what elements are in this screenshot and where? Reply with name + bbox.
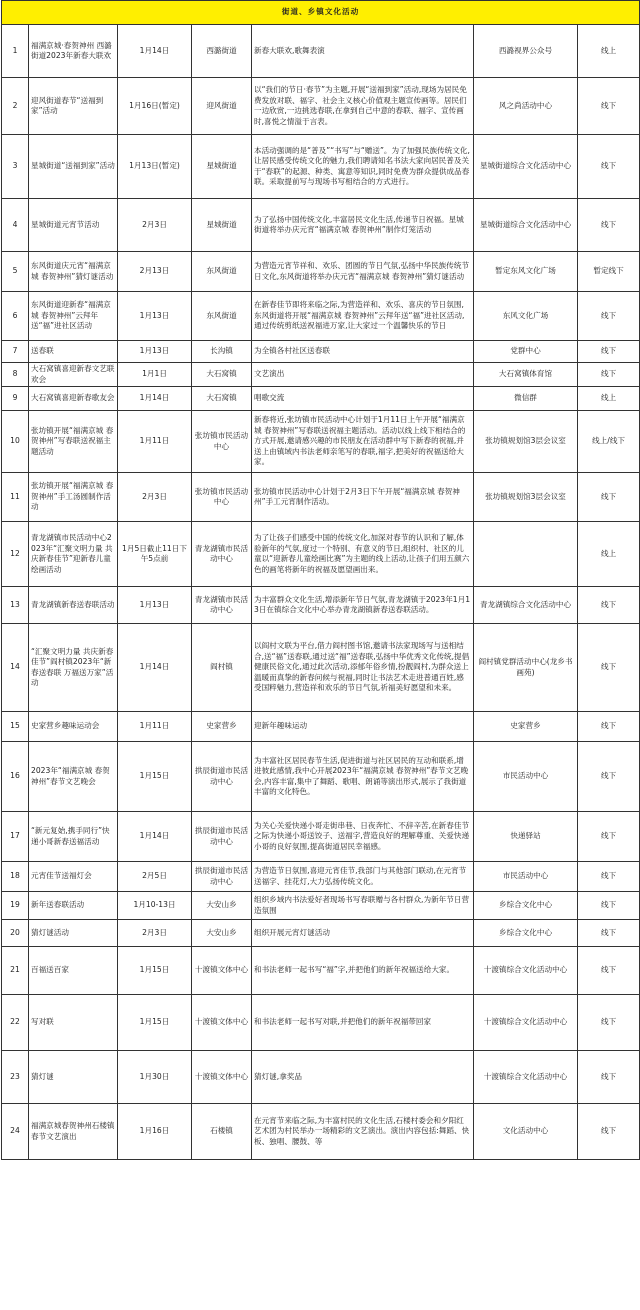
organizer: 大石窝镇 [192,387,252,411]
row-number: 7 [2,341,29,363]
activity-name: 大石窝镇喜迎新春文艺联欢会 [29,363,118,387]
table-row [2,473,640,522]
format: 线下 [578,341,640,363]
table-row [2,292,640,341]
table-row [2,25,640,78]
table-row [2,387,640,411]
venue: 文化活动中心 [474,1104,578,1160]
table-row [2,712,640,742]
table-row [2,892,640,920]
row-number: 3 [2,135,29,199]
activity-description: 为丰富群众文化生活,增添新年节日气氛,青龙湖镇于2023年1月13日在镇综合文化中心举办青龙湖镇新春送春联活动。 [252,587,474,624]
organizer: 大石窝镇 [192,363,252,387]
table-row [2,1104,640,1160]
venue: 十渡镇综合文化活动中心 [474,1051,578,1104]
activity-description: 以阎村文联为平台,借力阎村图书馆,邀请书法家现场写与送相结合,送“福”送春联,通过送“福”送春联,弘扬中华优秀文化传统,提倡健康民俗文化,通过此次活动,添郁年俗乡情,扮靓阎村,为群众送上温暖而真挚的新春问候与祝福,同时让书法艺术走进普通百姓,感受国粹魅力,营造祥和欢乐的节日气氛,祈福美好愿望和未来。 [252,624,474,712]
activity-description: 本活动强调的是“普及”“书写”与“赠送”。为了加强民族传统文化,让居民感受传统文化的魅力,我们聘请知名书法大家向居民普及关于“春联”的起源、种类、寓意等知识,同时免费为群众提供成品春联。采取提前写与现场书写相结合的方式进行。 [252,135,474,199]
format: 线下 [578,862,640,892]
activity-date: 1月13日 [118,341,192,363]
activity-description: 在元宵节来临之际,为丰富村民的文化生活,石楼村委会和夕阳红艺术团为村民举办一场精彩的文艺演出。演出内容包括:舞蹈、快板、独唱、腰鼓、等 [252,1104,474,1160]
venue: 十渡镇综合文化活动中心 [474,947,578,995]
activity-name: 张坊镇开展“福满京城 春贺神州”手工汤圆制作活动 [29,473,118,522]
activity-date: 1月11日 [118,712,192,742]
activity-description: 迎新年趣味运动 [252,712,474,742]
format: 线上/线下 [578,411,640,473]
activity-name: 送春联 [29,341,118,363]
activity-name: 福满京城·春贺神州 西潞街道2023年新春大联欢 [29,25,118,78]
format: 线下 [578,199,640,252]
format: 线下 [578,712,640,742]
row-number: 11 [2,473,29,522]
activity-name: 百福送百家 [29,947,118,995]
venue: 风之尚活动中心 [474,78,578,135]
venue: 东风文化广场 [474,292,578,341]
table-row [2,78,640,135]
venue: 大石窝镇体育馆 [474,363,578,387]
activity-date: 1月15日 [118,947,192,995]
row-number: 24 [2,1104,29,1160]
activity-name: 星城街道元宵节活动 [29,199,118,252]
format: 线下 [578,812,640,862]
activity-date: 1月16日(暂定) [118,78,192,135]
row-number: 21 [2,947,29,995]
activity-description: 组织开展元宵灯谜活动 [252,920,474,947]
activity-date: 1月16日 [118,1104,192,1160]
venue: 乡综合文化中心 [474,892,578,920]
venue: 市民活动中心 [474,742,578,812]
row-number: 8 [2,363,29,387]
organizer: 张坊镇市民活动中心 [192,473,252,522]
organizer: 星城街道 [192,199,252,252]
activity-date: 1月15日 [118,742,192,812]
activity-date: 1月13日(暂定) [118,135,192,199]
activity-name: 星城街道“送福到家”活动 [29,135,118,199]
table-row [2,995,640,1051]
row-number: 5 [2,252,29,292]
activity-date: 1月14日 [118,812,192,862]
organizer: 大安山乡 [192,920,252,947]
activity-name: 元宵佳节送福灯会 [29,862,118,892]
organizer: 拱辰街道市民活动中心 [192,742,252,812]
row-number: 20 [2,920,29,947]
venue: 青龙湖镇综合文化活动中心 [474,587,578,624]
activity-name: 新年送春联活动 [29,892,118,920]
activity-date: 1月14日 [118,387,192,411]
activity-description: 在新春佳节即将来临之际,为营造祥和、欢乐、喜庆的节日氛围,东风街道将开展“福满京城 春贺神州”云拜年送“福”进社区活动,通过传统剪纸送祝福进万家,让大家过一个温馨快乐的节日 [252,292,474,341]
row-number: 9 [2,387,29,411]
activity-name: 猜灯谜活动 [29,920,118,947]
organizer: 十渡镇文体中心 [192,1051,252,1104]
row-number: 15 [2,712,29,742]
organizer: 长沟镇 [192,341,252,363]
venue: 乡综合文化中心 [474,920,578,947]
activity-description: 为关心关爱快递小哥走街串巷、日夜奔忙、不辞辛苦,在新春佳节之际为快递小哥送饺子、送福字,营造良好的理解尊重、关爱快递小哥的良好氛围,提高街道居民幸福感。 [252,812,474,862]
activity-date: 1月10-13日 [118,892,192,920]
format: 线下 [578,742,640,812]
organizer: 大安山乡 [192,892,252,920]
activity-description: 以“我们的节日·春节”为主题,开展“送福到家”活动,现场为居民免费发放对联、福字、社会主义核心价值观主题宣传画等。居民们一边欣赏,一边挑选春联,在拿到自己中意的春联、福字、宣传画时,喜悦之情溢于言表。 [252,78,474,135]
venue: 党群中心 [474,341,578,363]
format: 线下 [578,624,640,712]
format: 线下 [578,892,640,920]
activity-date: 1月11日 [118,411,192,473]
organizer: 拱辰街道市民活动中心 [192,862,252,892]
table-title: 街道、乡镇文化活动 [2,1,640,25]
organizer: 东风街道 [192,252,252,292]
activity-name: 东风街道迎新春“福满京城 春贺神州”云拜年送“福”进社区活动 [29,292,118,341]
activity-date: 2月3日 [118,473,192,522]
activity-description: 和书法老师一起书写“福”字,并把他们的新年祝福送给大家。 [252,947,474,995]
venue: 阎村镇党群活动中心(龙乡书画苑) [474,624,578,712]
table-row [2,947,640,995]
activity-description: 新春将近,张坊镇市民活动中心计划于1月11日上午开展“福满京城 春贺神州”写春联送祝福主题活动。活动以线上线下相结合的方式开展,邀请感兴趣的市民朋友在活动群中写下新春的祝福,并送上由镇域内书法老师亲笔写的春联,福字,把美好的祝福送给大家。 [252,411,474,473]
table-row [2,862,640,892]
organizer: 西潞街道 [192,25,252,78]
activity-date: 1月14日 [118,25,192,78]
organizer: 史家营乡 [192,712,252,742]
table-row [2,624,640,712]
venue: 暂定东风文化广场 [474,252,578,292]
activity-description: 组织乡域内书法爱好者现场书写春联赠与各村群众,为新年节日营造氛围 [252,892,474,920]
activity-name: 写对联 [29,995,118,1051]
row-number: 18 [2,862,29,892]
row-number: 12 [2,522,29,587]
activity-description: 和书法老师一起书写对联,并把他们的新年祝福带回家 [252,995,474,1051]
table-row [2,742,640,812]
venue [474,522,578,587]
format: 线下 [578,1104,640,1160]
venue: 西潞视界公众号 [474,25,578,78]
activity-name: “新元复始,携手同行”快递小哥新春送福活动 [29,812,118,862]
format: 线下 [578,135,640,199]
table-row [2,363,640,387]
organizer: 张坊镇市民活动中心 [192,411,252,473]
table-row [2,812,640,862]
organizer: 阎村镇 [192,624,252,712]
activity-date: 2月3日 [118,199,192,252]
row-number: 17 [2,812,29,862]
table-row [2,199,640,252]
activity-description: 新春大联欢,歌舞表演 [252,25,474,78]
activity-date: 1月1日 [118,363,192,387]
format: 线下 [578,995,640,1051]
activity-date: 2月5日 [118,862,192,892]
activity-table [1,0,640,1160]
organizer: 石楼镇 [192,1104,252,1160]
activity-description: 唱歌交流 [252,387,474,411]
organizer: 东风街道 [192,292,252,341]
table-row [2,587,640,624]
activity-description: 为营造元宵节祥和、欢乐、团圆的节日气氛,弘扬中华民族传统节日文化,东风街道将举办庆元宵“福满京城 春贺神州”猜灯谜活动 [252,252,474,292]
format: 线下 [578,587,640,624]
format: 线下 [578,947,640,995]
activity-date: 1月14日 [118,624,192,712]
activity-name: 迎风街道春节“送福到家”活动 [29,78,118,135]
organizer: 迎风街道 [192,78,252,135]
organizer: 拱辰街道市民活动中心 [192,812,252,862]
format: 线下 [578,363,640,387]
activity-name: 青龙湖镇市民活动中心2023年“汇聚文明力量 共庆新春佳节”迎新春儿童绘画活动 [29,522,118,587]
row-number: 19 [2,892,29,920]
organizer: 青龙湖镇市民活动中心 [192,587,252,624]
activity-name: 史家营乡趣味运动会 [29,712,118,742]
row-number: 4 [2,199,29,252]
venue: 星城街道综合文化活动中心 [474,199,578,252]
row-number: 2 [2,78,29,135]
activity-description: 为全镇各村社区送春联 [252,341,474,363]
format: 线下 [578,473,640,522]
activity-description: 为了让孩子们感受中国的传统文化,加深对春节的认识和了解,体验新年的气氛,度过一个特别、有意义的节日,组织村、社区的儿童以“迎新春儿童绘画比赛”为主题的线上活动,让孩子们用五颜六色的画笔将新年的祝福及愿望画出来。 [252,522,474,587]
table-row [2,920,640,947]
table-row [2,1051,640,1104]
organizer: 十渡镇文体中心 [192,947,252,995]
activity-name: 青龙湖镇新春送春联活动 [29,587,118,624]
table-row [2,252,640,292]
activity-name: 大石窝镇喜迎新春歌友会 [29,387,118,411]
activity-description: 猜灯谜,拿奖品 [252,1051,474,1104]
activity-date: 1月15日 [118,995,192,1051]
activity-description: 文艺演出 [252,363,474,387]
activity-date: 1月5日截止11日下午5点前 [118,522,192,587]
venue: 史家营乡 [474,712,578,742]
format: 线上 [578,522,640,587]
venue: 市民活动中心 [474,862,578,892]
activity-name: 东风街道庆元宵“福满京城 春贺神州”猜灯谜活动 [29,252,118,292]
table-row [2,135,640,199]
organizer: 星城街道 [192,135,252,199]
activity-date: 2月3日 [118,920,192,947]
format: 线下 [578,1051,640,1104]
venue: 微信群 [474,387,578,411]
row-number: 16 [2,742,29,812]
table-row [2,411,640,473]
activity-description: 为了弘扬中国传统文化,丰富居民文化生活,传递节日祝福。星城街道将举办庆元宵“福满京城 春贺神州”制作灯笼活动 [252,199,474,252]
format: 线上 [578,387,640,411]
venue: 张坊镇规划馆3层会议室 [474,411,578,473]
activity-date: 1月30日 [118,1051,192,1104]
activity-description: 张坊镇市民活动中心计划于2月3日下午开展“福满京城 春贺神州”手工元宵制作活动。 [252,473,474,522]
row-number: 10 [2,411,29,473]
row-number: 6 [2,292,29,341]
venue: 星城街道综合文化活动中心 [474,135,578,199]
row-number: 13 [2,587,29,624]
activity-name: 2023年“福满京城 春贺神州”春节文艺晚会 [29,742,118,812]
activity-date: 1月13日 [118,292,192,341]
venue: 十渡镇综合文化活动中心 [474,995,578,1051]
row-number: 22 [2,995,29,1051]
activity-name: 福满京城春贺神州石楼镇春节文艺演出 [29,1104,118,1160]
table-row [2,522,640,587]
activity-name: 张坊镇开展“福满京城 春贺神州”写春联送祝福主题活动 [29,411,118,473]
activity-description: 为营造节日氛围,喜迎元宵佳节,我部门与其他部门联动,在元宵节送福字、挂花灯,大力弘扬传统文化。 [252,862,474,892]
format: 线上 [578,25,640,78]
format: 线下 [578,292,640,341]
venue: 快递驿站 [474,812,578,862]
format: 线下 [578,78,640,135]
row-number: 1 [2,25,29,78]
format: 线下 [578,920,640,947]
title-row [2,1,640,25]
row-number: 14 [2,624,29,712]
organizer: 青龙湖镇市民活动中心 [192,522,252,587]
activity-description: 为丰富社区居民春节生活,促进街道与社区居民的互动和联系,增进彼此感情,我中心开展2023年“福满京城 春贺神州”春节文艺晚会,内容丰富,集中了舞蹈、歌唱、朗诵等演出形式,展示了我街道丰富的文化特色。 [252,742,474,812]
activity-date: 1月13日 [118,587,192,624]
activity-date: 2月13日 [118,252,192,292]
activity-name: 猜灯谜 [29,1051,118,1104]
format: 暂定线下 [578,252,640,292]
row-number: 23 [2,1051,29,1104]
venue: 张坊镇规划馆3层会议室 [474,473,578,522]
table-row [2,341,640,363]
activity-name: “汇聚文明力量 共庆新春佳节”阎村镇2023年“新春送春联 万福送万家”活动 [29,624,118,712]
organizer: 十渡镇文体中心 [192,995,252,1051]
